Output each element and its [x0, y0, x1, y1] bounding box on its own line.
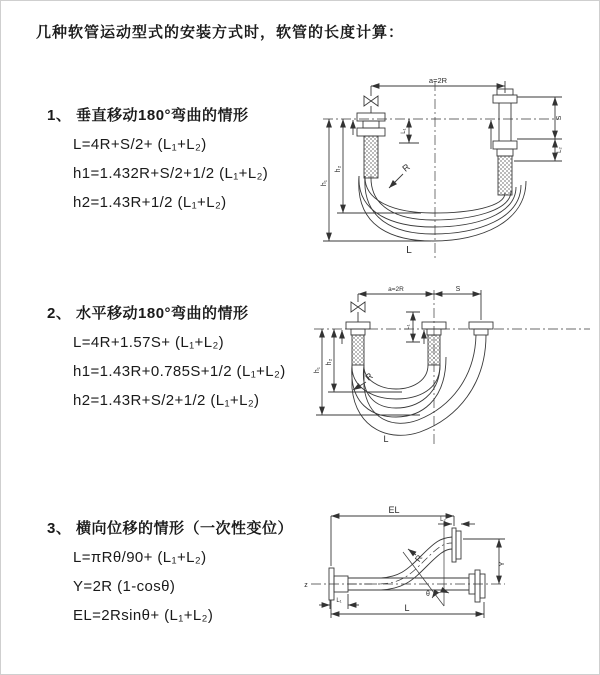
formula-line: L=4R+S/2+ (L₁+L₂)	[73, 136, 207, 153]
section-3-heading: 3、 横向位移的情形（一次性变位）	[47, 520, 294, 537]
upper-right-flange	[452, 528, 461, 562]
centerlines	[323, 81, 559, 259]
dim-label-l1: L₁	[336, 598, 342, 604]
dim-label-s: S	[556, 115, 563, 121]
formula-line: h2=1.43R+S/2+1/2 (L₁+L₂)	[73, 392, 260, 409]
length-label: L	[406, 245, 412, 256]
dim-label-l2: L₂	[440, 517, 446, 523]
section-vertical-movement	[47, 106, 268, 213]
diagram-horizontal-movement-svg	[306, 282, 596, 454]
formula-line: Y=2R (1-cosθ)	[73, 578, 176, 595]
diagram-lateral-displacement	[299, 502, 599, 655]
length-label: L	[404, 603, 410, 613]
braided-hose-section-middle	[428, 335, 440, 365]
diagram-horizontal-movement	[306, 282, 596, 459]
straight-pipe-original-position	[348, 570, 485, 602]
radius-label: R	[363, 370, 375, 383]
theta-label: θ	[426, 591, 430, 598]
formula-line: h1=1.43R+0.785S+1/2 (L₁+L₂)	[73, 363, 286, 380]
braided-hose-section-left	[352, 335, 364, 365]
hose-u-curves	[352, 357, 446, 417]
dim-label-l1: L₁	[405, 324, 411, 330]
dimension-a2r	[358, 290, 481, 320]
dim-label-h2: h₂	[326, 358, 333, 366]
section-lateral-displacement	[47, 519, 293, 626]
length-label: L	[383, 434, 389, 444]
dim-label-l1: L₁	[401, 128, 407, 134]
hose-swung-position	[352, 335, 486, 435]
formula-line: L=4R+1.57S+ (L₁+L₂)	[73, 334, 225, 351]
centerlines	[314, 290, 590, 444]
radius-label: R	[400, 161, 412, 174]
diagram-vertical-movement	[309, 73, 591, 270]
dim-label-s: S	[455, 286, 461, 293]
diagram-lateral-displacement-svg	[299, 502, 599, 650]
right-pipe-flange	[493, 89, 517, 156]
dimension-l2	[514, 139, 562, 161]
formula-line: EL=2Rsinθ+ (L₁+L₂)	[73, 607, 214, 624]
dim-label-el: EL	[388, 505, 400, 515]
section-2-heading: 2、 水平移动180°弯曲的情形	[47, 305, 249, 322]
dimension-el	[331, 516, 454, 566]
formula-line: h1=1.432R+S/2+1/2 (L₁+L₂)	[73, 165, 269, 182]
radius-label: R	[412, 552, 425, 564]
left-pipe-flange	[346, 322, 370, 335]
radius-leader-line	[389, 174, 403, 188]
dim-label-a2r: a=2R	[428, 76, 448, 85]
left-pipe-flange	[357, 113, 385, 136]
dim-label-y: Y	[497, 561, 506, 567]
dim-label-l2: L₂	[557, 147, 563, 153]
braided-hose-section-left	[364, 136, 378, 178]
dim-label-a2r: a=2R	[388, 286, 404, 293]
page-title: 几种软管运动型式的安装方式时，软管的长度计算：	[36, 24, 405, 41]
dim-label-h1: h₁	[321, 179, 328, 187]
valve-icon	[351, 294, 365, 322]
formula-line: L=πRθ/90+ (L₁+L₂)	[73, 549, 207, 566]
section-horizontal-movement	[47, 304, 286, 411]
dim-label-h2: h₂	[335, 165, 342, 173]
dim-label-h1: h₁	[314, 366, 321, 374]
datum-mark: z	[304, 582, 308, 589]
formula-line: h2=1.43R+1/2 (L₁+L₂)	[73, 194, 227, 211]
valve-icon	[364, 86, 378, 113]
hose-s-curve	[348, 537, 452, 590]
right-pipe-flange	[469, 322, 493, 335]
section-1-heading: 1、 垂直移动180°弯曲的情形	[47, 107, 249, 124]
braided-hose-section-right	[498, 156, 512, 195]
diagram-vertical-movement-svg	[309, 73, 591, 265]
